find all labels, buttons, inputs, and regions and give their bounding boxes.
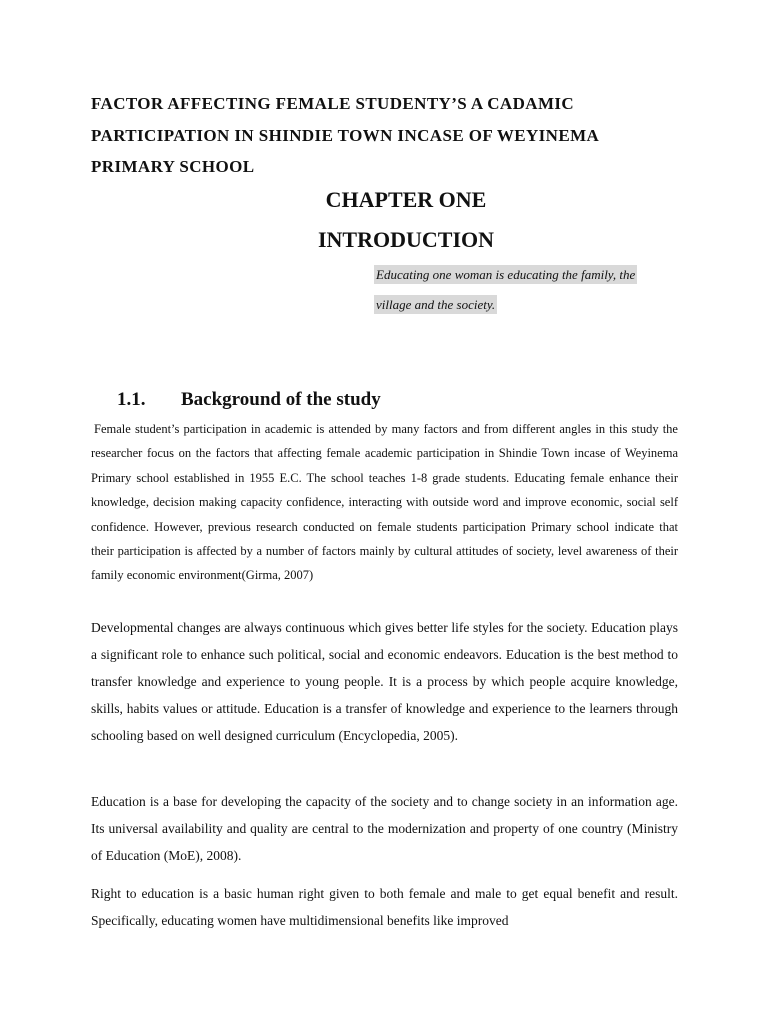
paragraph: Education is a base for developing the capacity of the society and to change society in an information age. Its universal availability and quality are central to the modernization and property of one country (Ministry of Education (MoE), 2008). xyxy=(91,794,678,863)
section-title: Background of the study xyxy=(181,389,381,410)
paragraph-text: Female student’s participation in academic is attended by many factors and from different angles in this study the researcher focus on the factors that affecting female academic participation in Shindie Town incase of Weyinema Primary school established in 1955 E.C. The school teaches 1-8 grade students. Educating female enhance their knowledge, decision making capacity confidence, interacting with outside word and improve economic, social self confidence. However, previous research conducted on female students participation Primary school indicate that their participation is affected by a number of factors mainly by cultural attitudes of society, level awareness of their family economic environment(Girma, 2007) xyxy=(91,422,678,583)
section-number: 1.1. xyxy=(117,389,146,410)
paragraph: Right to education is a basic human right given to both female and male to get equal benefit and result. Specifically, educating women have multidimensional benefits like improved xyxy=(91,886,678,928)
chapter-heading: CHAPTER ONE xyxy=(325,187,487,212)
chapter-subtitle: INTRODUCTION xyxy=(317,227,495,252)
epigraph-line-2: village and the society. xyxy=(376,297,496,312)
document-title-line-3: PRIMARY SCHOOL xyxy=(91,157,255,176)
epigraph-line-1: Educating one woman is educating the family, the xyxy=(376,267,636,282)
document-title-line-2: PARTICIPATION IN SHINDIE TOWN INCASE OF WEYINEMA xyxy=(91,126,600,145)
document-title-line-1: FACTOR AFFECTING FEMALE STUDENTY’S A CADAMIC xyxy=(91,94,575,113)
paragraph: Developmental changes are always continuous which gives better life styles for the society. Education plays a significant role to enhance such political, social and economic endeavors. Education is the best method to transfer knowledge and experience to young people. It is a process by which people acquire knowledge, skills, habits values or attitude. Education is a transfer of knowledge and experience to the learners through schooling based on well designed curriculum (Encyclopedia, 2005). xyxy=(91,620,678,743)
paragraph xyxy=(91,417,678,588)
epigraph xyxy=(374,260,678,320)
